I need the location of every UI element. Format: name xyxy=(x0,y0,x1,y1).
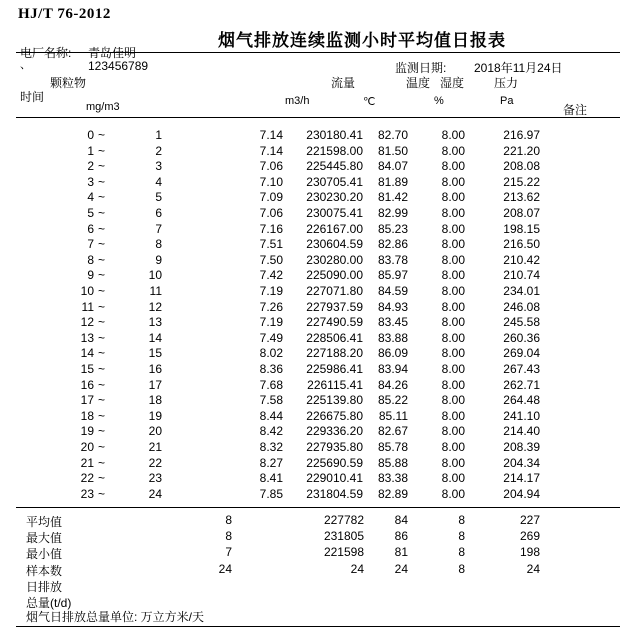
cell-temperature: 82.99 xyxy=(377,206,408,220)
cell-hour-start: 19 xyxy=(80,424,94,439)
cell-hour-end: 6 xyxy=(155,206,162,220)
plant-name-value: 青岛佳明 xyxy=(88,46,137,60)
cell-pressure: 198.15 xyxy=(503,221,540,236)
cell-concentration: 7.49 xyxy=(259,330,283,345)
cell-range-tilde: ~ xyxy=(98,330,106,345)
table-row xyxy=(0,268,636,284)
table-row xyxy=(0,362,636,378)
summary-row xyxy=(0,578,636,594)
cell-pressure: 264.48 xyxy=(503,393,540,408)
table-row xyxy=(0,253,636,269)
cell-temperature: 82.67 xyxy=(377,424,408,439)
cell-pressure: 204.34 xyxy=(503,455,540,470)
tick-mark: 、 xyxy=(20,59,31,71)
table-row xyxy=(0,237,636,253)
cell-concentration: 7.51 xyxy=(259,237,283,252)
summary-flow: 221598 xyxy=(323,545,364,560)
cell-range-tilde: ~ xyxy=(98,174,106,189)
cell-range-tilde: ~ xyxy=(98,143,106,158)
column-header-pollutant: 颗粒物 xyxy=(50,76,87,90)
cell-temperature: 83.38 xyxy=(377,471,408,486)
cell-hour-end: 19 xyxy=(148,408,162,423)
cell-range-tilde: ~ xyxy=(98,252,106,267)
cell-pressure: 204.94 xyxy=(503,486,540,501)
cell-hour-end: 3 xyxy=(155,159,162,174)
cell-humidity: 8.00 xyxy=(441,237,465,252)
cell-pressure: 215.22 xyxy=(503,174,540,189)
unit-flow: m3/h xyxy=(285,95,310,107)
column-header-remark: 备注 xyxy=(563,103,588,117)
summary-row xyxy=(0,529,636,545)
cell-pressure: 214.17 xyxy=(503,471,540,486)
cell-range-tilde: ~ xyxy=(98,362,106,376)
plant-code-value: 123456789 xyxy=(88,59,149,73)
cell-concentration: 7.19 xyxy=(259,284,283,298)
summary-flow: 231805 xyxy=(323,529,364,544)
cell-hour-end: 1 xyxy=(155,128,162,142)
cell-concentration: 7.09 xyxy=(259,190,283,205)
cell-flow: 230280.00 xyxy=(306,252,363,267)
cell-hour-start: 7 xyxy=(87,237,94,252)
cell-range-tilde: ~ xyxy=(98,299,106,314)
cell-flow: 230604.59 xyxy=(306,237,363,252)
cell-humidity: 8.00 xyxy=(441,315,465,330)
cell-humidity: 8.00 xyxy=(441,455,465,470)
table-row xyxy=(0,471,636,487)
cell-concentration: 7.10 xyxy=(259,174,283,189)
cell-flow: 225986.41 xyxy=(306,362,363,376)
cell-pressure: 210.74 xyxy=(503,268,540,283)
summary-row xyxy=(0,562,636,578)
table-row xyxy=(0,440,636,456)
summary-humidity: 8 xyxy=(458,513,465,527)
cell-concentration: 7.19 xyxy=(259,315,283,330)
summary-flow: 24 xyxy=(350,561,364,576)
cell-flow: 227071.80 xyxy=(306,284,363,298)
summary-label: 最大值 xyxy=(26,531,63,546)
cell-flow: 229010.41 xyxy=(306,471,363,486)
cell-hour-start: 5 xyxy=(87,206,94,220)
cell-range-tilde: ~ xyxy=(98,190,106,205)
cell-hour-start: 20 xyxy=(80,440,94,454)
cell-concentration: 7.14 xyxy=(259,143,283,158)
cell-range-tilde: ~ xyxy=(98,221,106,236)
footer-note: 烟气日排放总量单位: 万立方米/天 xyxy=(26,610,205,624)
cell-range-tilde: ~ xyxy=(98,206,106,220)
cell-humidity: 8.00 xyxy=(441,206,465,220)
cell-pressure: 245.58 xyxy=(503,315,540,330)
cell-pressure: 208.08 xyxy=(503,159,540,174)
monitor-date-value: 2018年11月24日 xyxy=(474,61,563,75)
summary-temperature: 81 xyxy=(394,545,408,560)
cell-pressure: 216.50 xyxy=(503,237,540,252)
cell-humidity: 8.00 xyxy=(441,362,465,376)
summary-label: 日排放 xyxy=(26,579,63,594)
cell-flow: 229336.20 xyxy=(306,424,363,439)
cell-temperature: 83.88 xyxy=(377,330,408,345)
standard-code: HJ/T 76-2012 xyxy=(18,6,111,22)
cell-range-tilde: ~ xyxy=(98,268,106,283)
cell-hour-end: 5 xyxy=(155,190,162,205)
cell-flow: 226167.00 xyxy=(306,221,363,236)
cell-hour-start: 11 xyxy=(81,299,94,314)
cell-humidity: 8.00 xyxy=(441,143,465,158)
cell-humidity: 8.00 xyxy=(441,346,465,361)
column-header-temperature: 温度 xyxy=(406,76,431,90)
cell-concentration: 8.27 xyxy=(259,455,283,470)
plant-name-label: 电厂名称: xyxy=(20,46,72,60)
cell-hour-end: 7 xyxy=(155,221,162,236)
cell-pressure: 208.39 xyxy=(503,440,540,454)
table-row xyxy=(0,456,636,472)
cell-range-tilde: ~ xyxy=(98,237,106,252)
column-header-time: 时间 xyxy=(20,90,45,104)
cell-concentration: 8.02 xyxy=(259,346,283,361)
table-row xyxy=(0,409,636,425)
table-row xyxy=(0,206,636,222)
cell-range-tilde: ~ xyxy=(98,284,106,298)
cell-concentration: 7.42 xyxy=(259,268,283,283)
cell-concentration: 7.16 xyxy=(259,221,283,236)
cell-humidity: 8.00 xyxy=(441,424,465,439)
cell-humidity: 8.00 xyxy=(441,299,465,314)
cell-range-tilde: ~ xyxy=(98,346,106,361)
summary-row xyxy=(0,513,636,529)
cell-pressure: 267.43 xyxy=(503,362,540,376)
cell-range-tilde: ~ xyxy=(98,486,106,501)
cell-hour-start: 4 xyxy=(87,190,94,205)
summary-label: 样本数 xyxy=(26,563,63,578)
cell-concentration: 7.14 xyxy=(259,128,283,142)
table-row xyxy=(0,144,636,160)
cell-hour-end: 13 xyxy=(148,315,162,330)
cell-concentration: 7.06 xyxy=(259,206,283,220)
unit-humidity: % xyxy=(434,95,444,107)
cell-hour-start: 15 xyxy=(80,362,94,376)
cell-hour-start: 9 xyxy=(87,268,94,283)
cell-hour-end: 18 xyxy=(148,393,162,408)
table-row xyxy=(0,393,636,409)
cell-hour-end: 23 xyxy=(148,471,162,486)
cell-flow: 227935.80 xyxy=(306,440,363,454)
cell-temperature: 85.88 xyxy=(377,455,408,470)
cell-flow: 225139.80 xyxy=(306,393,363,408)
cell-humidity: 8.00 xyxy=(441,190,465,205)
cell-concentration: 7.68 xyxy=(259,377,283,392)
cell-temperature: 85.22 xyxy=(377,393,408,408)
cell-hour-start: 18 xyxy=(80,408,94,423)
table-row xyxy=(0,300,636,316)
column-header-humidity: 湿度 xyxy=(440,76,465,90)
table-row xyxy=(0,159,636,175)
cell-hour-start: 23 xyxy=(80,486,94,501)
cell-concentration: 7.26 xyxy=(259,299,283,314)
cell-pressure: 208.07 xyxy=(503,206,540,220)
table-row xyxy=(0,331,636,347)
summary-pressure: 24 xyxy=(526,561,540,576)
cell-humidity: 8.00 xyxy=(441,159,465,174)
cell-temperature: 82.89 xyxy=(377,486,408,501)
cell-temperature: 81.89 xyxy=(377,174,408,189)
summary-pressure: 269 xyxy=(519,529,540,544)
column-header-flow: 流量 xyxy=(331,76,356,90)
summary-humidity: 8 xyxy=(458,545,465,560)
cell-concentration: 7.50 xyxy=(259,252,283,267)
summary-pressure: 227 xyxy=(519,513,540,527)
cell-temperature: 83.94 xyxy=(377,362,408,376)
cell-temperature: 83.78 xyxy=(377,252,408,267)
cell-humidity: 8.00 xyxy=(441,174,465,189)
summary-label: 平均值 xyxy=(26,515,63,529)
cell-hour-end: 21 xyxy=(148,440,162,454)
cell-temperature: 85.11 xyxy=(378,408,408,423)
cell-concentration: 8.42 xyxy=(259,424,283,439)
summary-humidity: 8 xyxy=(458,561,465,576)
cell-pressure: 260.36 xyxy=(503,330,540,345)
cell-temperature: 85.23 xyxy=(377,221,408,236)
cell-flow: 227937.59 xyxy=(306,299,363,314)
unit-concentration: mg/m3 xyxy=(86,101,120,113)
cell-hour-start: 21 xyxy=(80,455,94,470)
cell-pressure: 213.62 xyxy=(503,190,540,205)
cell-humidity: 8.00 xyxy=(441,377,465,392)
summary-humidity: 8 xyxy=(458,529,465,544)
cell-temperature: 82.86 xyxy=(377,237,408,252)
table-row xyxy=(0,487,636,503)
cell-hour-start: 17 xyxy=(80,393,94,408)
cell-humidity: 8.00 xyxy=(441,330,465,345)
cell-pressure: 241.10 xyxy=(503,408,540,423)
cell-pressure: 234.01 xyxy=(503,284,540,298)
cell-hour-start: 2 xyxy=(87,159,94,174)
table-row xyxy=(0,222,636,238)
divider-bottom xyxy=(16,626,620,627)
cell-humidity: 8.00 xyxy=(441,221,465,236)
cell-range-tilde: ~ xyxy=(98,455,106,470)
summary-flow: 227782 xyxy=(323,513,364,527)
cell-temperature: 84.93 xyxy=(377,299,408,314)
cell-temperature: 84.59 xyxy=(377,284,408,298)
cell-range-tilde: ~ xyxy=(98,471,106,486)
cell-flow: 225445.80 xyxy=(306,159,363,174)
cell-hour-end: 12 xyxy=(148,299,162,314)
divider-data-bottom xyxy=(16,507,620,508)
cell-hour-start: 1 xyxy=(87,143,94,158)
summary-concentration: 7 xyxy=(225,545,232,560)
cell-temperature: 85.78 xyxy=(377,440,408,454)
cell-hour-end: 2 xyxy=(155,143,162,158)
page-title: 烟气排放连续监测小时平均值日报表 xyxy=(218,31,506,50)
cell-flow: 230230.20 xyxy=(306,190,363,205)
summary-concentration: 8 xyxy=(225,529,232,544)
cell-flow: 226675.80 xyxy=(306,408,363,423)
cell-hour-end: 9 xyxy=(155,252,162,267)
cell-pressure: 262.71 xyxy=(503,377,540,392)
cell-flow: 225090.00 xyxy=(306,268,363,283)
cell-pressure: 210.42 xyxy=(503,252,540,267)
cell-pressure: 246.08 xyxy=(503,299,540,314)
cell-pressure: 216.97 xyxy=(503,128,540,142)
cell-humidity: 8.00 xyxy=(441,471,465,486)
cell-temperature: 81.50 xyxy=(377,143,408,158)
cell-flow: 228506.41 xyxy=(306,330,363,345)
summary-label: 最小值 xyxy=(26,547,63,562)
cell-hour-start: 3 xyxy=(87,174,94,189)
cell-pressure: 214.40 xyxy=(503,424,540,439)
cell-flow: 230075.41 xyxy=(306,206,363,220)
cell-concentration: 8.36 xyxy=(259,362,283,376)
cell-temperature: 84.26 xyxy=(377,377,408,392)
cell-hour-end: 4 xyxy=(155,174,162,189)
cell-humidity: 8.00 xyxy=(441,268,465,283)
cell-concentration: 7.58 xyxy=(259,393,283,408)
cell-hour-end: 14 xyxy=(148,330,162,345)
cell-hour-end: 11 xyxy=(149,284,162,298)
table-row xyxy=(0,378,636,394)
cell-humidity: 8.00 xyxy=(441,486,465,501)
table-row xyxy=(0,315,636,331)
cell-range-tilde: ~ xyxy=(98,393,106,408)
cell-flow: 230180.41 xyxy=(306,128,363,142)
cell-range-tilde: ~ xyxy=(98,424,106,439)
cell-hour-start: 14 xyxy=(80,346,94,361)
cell-flow: 231804.59 xyxy=(306,486,363,501)
cell-flow: 227490.59 xyxy=(306,315,363,330)
cell-hour-start: 22 xyxy=(80,471,94,486)
cell-flow: 225690.59 xyxy=(306,455,363,470)
unit-temperature: ℃ xyxy=(363,96,376,108)
cell-humidity: 8.00 xyxy=(441,408,465,423)
cell-flow: 230705.41 xyxy=(306,174,363,189)
cell-hour-end: 10 xyxy=(148,268,162,283)
cell-hour-start: 6 xyxy=(87,221,94,236)
cell-hour-end: 22 xyxy=(148,455,162,470)
cell-range-tilde: ~ xyxy=(98,315,106,330)
cell-concentration: 8.32 xyxy=(259,440,283,454)
cell-range-tilde: ~ xyxy=(98,408,106,423)
cell-concentration: 7.85 xyxy=(259,486,283,501)
cell-concentration: 8.44 xyxy=(259,408,283,423)
cell-humidity: 8.00 xyxy=(441,284,465,298)
cell-temperature: 83.45 xyxy=(377,315,408,330)
cell-range-tilde: ~ xyxy=(98,377,106,392)
cell-concentration: 7.06 xyxy=(259,159,283,174)
summary-pressure: 198 xyxy=(519,545,540,560)
cell-temperature: 85.97 xyxy=(377,268,408,283)
cell-temperature: 86.09 xyxy=(377,346,408,361)
summary-row xyxy=(0,545,636,561)
cell-pressure: 221.20 xyxy=(503,143,540,158)
unit-pressure: Pa xyxy=(500,95,514,107)
table-row xyxy=(0,128,636,144)
summary-concentration: 8 xyxy=(225,513,232,527)
cell-hour-start: 0 xyxy=(87,128,94,142)
divider-header xyxy=(16,117,620,118)
cell-humidity: 8.00 xyxy=(441,128,465,142)
cell-flow: 221598.00 xyxy=(306,143,363,158)
cell-hour-end: 17 xyxy=(148,377,162,392)
cell-humidity: 8.00 xyxy=(441,252,465,267)
cell-flow: 227188.20 xyxy=(306,346,363,361)
cell-range-tilde: ~ xyxy=(98,128,106,142)
cell-temperature: 81.42 xyxy=(377,190,408,205)
summary-temperature: 84 xyxy=(394,513,408,527)
cell-temperature: 82.70 xyxy=(377,128,408,142)
cell-hour-start: 12 xyxy=(80,315,94,330)
table-row xyxy=(0,424,636,440)
cell-concentration: 8.41 xyxy=(259,471,283,486)
cell-temperature: 84.07 xyxy=(377,159,408,174)
cell-hour-end: 15 xyxy=(148,346,162,361)
cell-range-tilde: ~ xyxy=(98,440,106,454)
cell-hour-start: 13 xyxy=(80,330,94,345)
table-row xyxy=(0,175,636,191)
cell-hour-start: 8 xyxy=(87,252,94,267)
cell-hour-end: 24 xyxy=(148,486,162,501)
monitor-date-label: 监测日期: xyxy=(395,61,447,75)
cell-pressure: 269.04 xyxy=(503,346,540,361)
cell-hour-end: 16 xyxy=(148,362,162,376)
column-header-pressure: 压力 xyxy=(494,76,519,90)
cell-humidity: 8.00 xyxy=(441,393,465,408)
cell-flow: 226115.41 xyxy=(307,377,363,392)
summary-concentration: 24 xyxy=(218,561,232,576)
cell-hour-end: 20 xyxy=(148,424,162,439)
cell-range-tilde: ~ xyxy=(98,159,106,174)
cell-hour-start: 16 xyxy=(80,377,94,392)
cell-humidity: 8.00 xyxy=(441,440,465,454)
summary-label: 总量(t/d) xyxy=(26,596,72,610)
table-row xyxy=(0,346,636,362)
cell-hour-start: 10 xyxy=(80,284,94,298)
table-row xyxy=(0,284,636,300)
cell-hour-end: 8 xyxy=(155,237,162,252)
table-row xyxy=(0,190,636,206)
summary-temperature: 86 xyxy=(394,529,408,544)
summary-temperature: 24 xyxy=(394,561,408,576)
